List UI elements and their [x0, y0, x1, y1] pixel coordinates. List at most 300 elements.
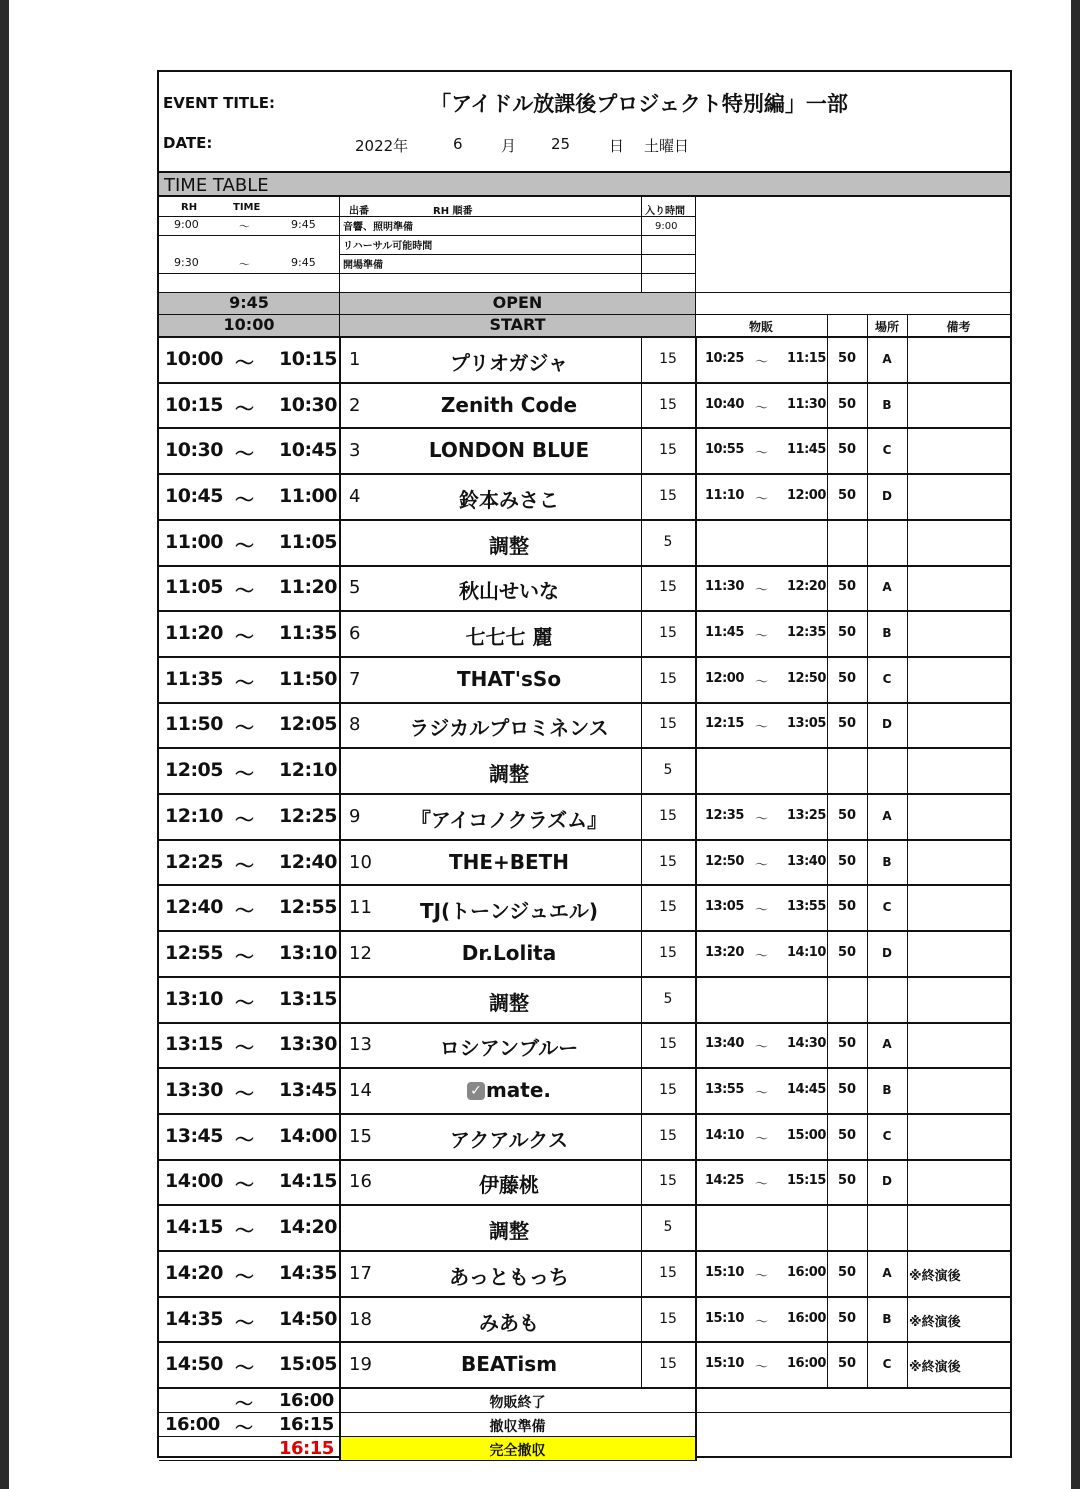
row-act-name-text: 調整: [489, 762, 529, 787]
row-act-name-text: THE+BETH: [448, 849, 570, 874]
row-duration: 15: [659, 350, 677, 367]
row-separator: 〜: [235, 945, 254, 968]
merch-separator: 〜: [755, 354, 768, 370]
row-act-name: [359, 667, 659, 691]
row-start-time: 14:50: [165, 1353, 223, 1376]
row-duration: 15: [659, 396, 677, 413]
row-act-name-text: あっともっち: [449, 1264, 569, 1289]
merch-end-time: 14:30: [787, 1036, 826, 1052]
merch-capacity: 50: [837, 1310, 857, 1326]
row-act-name: [359, 804, 659, 833]
row-start-time: 13:10: [165, 987, 223, 1010]
merch-start-time: 15:10: [705, 1310, 744, 1326]
merch-end-time: 13:25: [787, 807, 826, 823]
row-act-name: [359, 1124, 659, 1153]
row-separator: 〜: [235, 1128, 254, 1151]
date-weekday: 土曜日: [644, 137, 690, 155]
row-duration: 15: [659, 807, 677, 824]
merch-start-time: 13:55: [705, 1082, 744, 1098]
row-order-number: 11: [349, 897, 372, 919]
merch-location: B: [882, 397, 892, 412]
merch-capacity: 50: [837, 579, 857, 595]
row-act-name: [359, 1261, 659, 1290]
row-order-number: 9: [349, 805, 361, 827]
merch-separator: 〜: [755, 948, 768, 964]
prep-desc: リハーサル可能時間: [343, 241, 433, 252]
merch-start-time: 14:10: [705, 1127, 744, 1143]
merch-location: A: [882, 1037, 892, 1052]
merch-location: C: [882, 671, 892, 686]
merch-location: C: [882, 900, 892, 915]
row-separator: 〜: [235, 1357, 254, 1380]
footer-end-time: 16:15: [279, 1414, 334, 1436]
merch-start-time: 12:35: [705, 807, 744, 823]
row-separator: 〜: [235, 626, 254, 649]
merch-start-time: 11:30: [705, 579, 744, 595]
merch-note: ※終演後: [909, 1268, 961, 1284]
row-duration: 15: [659, 1173, 677, 1190]
row-duration: 15: [659, 579, 677, 596]
start-time: 10:00: [223, 315, 275, 334]
row-act-name-text: みあも: [479, 1310, 539, 1335]
row-order-number: 8: [349, 714, 361, 736]
merch-location: C: [882, 1357, 892, 1372]
merch-capacity: 50: [837, 442, 857, 458]
entry-time-value: 9:00: [655, 221, 678, 232]
row-end-time: 14:15: [279, 1170, 337, 1193]
date-day-unit: 日: [609, 137, 625, 155]
row-act-name-text: TJ(トーンジュエル): [419, 899, 599, 924]
merch-start-time: 12:15: [705, 716, 744, 732]
row-start-time: 12:55: [165, 941, 223, 964]
row-act-name-text: ラジカルプロミネンス: [409, 716, 609, 741]
row-act-name-text: 秋山せいな: [459, 579, 559, 604]
row-duration: 15: [659, 1036, 677, 1053]
row-duration: 15: [659, 1082, 677, 1099]
row-order-number: 1: [349, 348, 361, 370]
location-header: 場所: [874, 320, 899, 334]
merch-location: C: [882, 1128, 892, 1143]
row-order-number: 13: [349, 1034, 372, 1056]
merch-start-time: 15:10: [705, 1356, 744, 1372]
date-day-num: 25: [551, 135, 571, 153]
merch-start-time: 13:40: [705, 1036, 744, 1052]
row-end-time: 10:15: [279, 347, 337, 370]
row-act-name: [359, 530, 659, 559]
merch-separator: 〜: [755, 1131, 768, 1147]
row-end-time: 10:45: [279, 439, 337, 462]
timetable-sheet: [157, 70, 1012, 1458]
footer-start-time: 16:00: [165, 1414, 220, 1436]
merch-start-time: 10:25: [705, 350, 744, 366]
merch-end-time: 14:10: [787, 944, 826, 960]
row-start-time: 10:30: [165, 439, 223, 462]
merch-separator: 〜: [755, 720, 768, 736]
merch-capacity: 50: [837, 716, 857, 732]
merch-start-time: 12:50: [705, 853, 744, 869]
row-order-number: 4: [349, 485, 361, 507]
date-month-num: 6: [453, 135, 463, 153]
row-separator: 〜: [235, 900, 254, 923]
footer-end-time: 16:15: [279, 1438, 334, 1460]
merch-separator: 〜: [755, 1268, 768, 1284]
row-order-number: 16: [349, 1171, 372, 1193]
row-end-time: 11:00: [279, 484, 337, 507]
row-separator: 〜: [235, 1311, 254, 1334]
row-end-time: 14:20: [279, 1216, 337, 1239]
row-start-time: 14:00: [165, 1170, 223, 1193]
row-end-time: 14:50: [279, 1307, 337, 1330]
merch-location: D: [882, 1174, 892, 1189]
merch-note: ※終演後: [909, 1314, 961, 1330]
merch-end-time: 15:15: [787, 1173, 826, 1189]
row-act-name: [359, 895, 659, 924]
row-act-name: [359, 484, 659, 513]
row-act-name: [359, 1078, 659, 1102]
merch-location: D: [882, 717, 892, 732]
row-start-time: 10:15: [165, 393, 223, 416]
merch-separator: 〜: [755, 857, 768, 873]
row-act-name: [359, 712, 659, 741]
merch-separator: 〜: [755, 446, 768, 462]
merch-separator: 〜: [755, 811, 768, 827]
merch-capacity: 50: [837, 487, 857, 503]
row-start-time: 11:20: [165, 622, 223, 645]
merch-location: D: [882, 488, 892, 503]
merch-separator: 〜: [755, 1360, 768, 1376]
row-end-time: 11:35: [279, 622, 337, 645]
row-start-time: 12:05: [165, 759, 223, 782]
row-duration: 15: [659, 853, 677, 870]
merch-end-time: 15:00: [787, 1127, 826, 1143]
merch-separator: 〜: [755, 1040, 768, 1056]
merch-location: C: [882, 443, 892, 458]
merch-capacity: 50: [837, 899, 857, 915]
row-start-time: 14:35: [165, 1307, 223, 1330]
merch-capacity: 50: [837, 670, 857, 686]
left-edge: [0, 0, 9, 1489]
merch-end-time: 12:00: [787, 487, 826, 503]
merch-note: ※終演後: [909, 1360, 961, 1376]
row-separator: 〜: [235, 991, 254, 1014]
row-act-name-text: BEATism: [460, 1352, 558, 1377]
merch-end-time: 16:00: [787, 1356, 826, 1372]
row-act-name: [359, 758, 659, 787]
row-end-time: 14:00: [279, 1124, 337, 1147]
row-act-name-text: プリオガジャ: [450, 350, 568, 375]
merch-end-time: 13:55: [787, 899, 826, 915]
row-order-number: 2: [349, 394, 361, 416]
merch-separator: 〜: [755, 491, 768, 507]
merch-start-time: 10:40: [705, 396, 744, 412]
timetable-label: TIME TABLE: [164, 175, 269, 196]
merch-end-time: 13:05: [787, 716, 826, 732]
row-start-time: 13:15: [165, 1033, 223, 1056]
row-start-time: 12:10: [165, 804, 223, 827]
event-title-label: EVENT TITLE:: [163, 94, 275, 112]
row-start-time: 10:00: [165, 347, 223, 370]
merch-capacity: 50: [837, 1264, 857, 1280]
row-duration: 15: [659, 442, 677, 459]
row-act-name: [359, 1352, 659, 1376]
merch-capacity: 50: [837, 1127, 857, 1143]
row-act-name: [359, 438, 659, 462]
row-duration: 15: [659, 670, 677, 687]
row-duration: 5: [663, 1219, 673, 1236]
row-duration: 15: [659, 625, 677, 642]
row-end-time: 13:30: [279, 1033, 337, 1056]
time-header: TIME: [233, 202, 261, 213]
row-end-time: 11:05: [279, 530, 337, 553]
row-separator: 〜: [235, 808, 254, 831]
row-act-name: [359, 1307, 659, 1336]
merch-location: B: [882, 1083, 892, 1098]
rh-header: RH: [181, 202, 198, 213]
footer-label: 物販終了: [489, 1395, 546, 1412]
footer-end-time: 16:00: [279, 1390, 334, 1412]
footer-label: 撤収準備: [489, 1419, 546, 1436]
order-header: 出番: [349, 206, 369, 217]
merch-location: B: [882, 626, 892, 641]
merch-capacity: 50: [837, 1173, 857, 1189]
prep-sep: 〜: [239, 220, 250, 233]
row-order-number: 10: [349, 851, 372, 873]
row-separator: 〜: [235, 351, 254, 374]
merch-location: B: [882, 854, 892, 869]
rh-order-header: RH 順番: [433, 206, 473, 217]
prep-desc: 開場準備: [343, 260, 383, 271]
row-act-name-text: THAT'sSo: [456, 666, 562, 691]
row-start-time: 11:35: [165, 667, 223, 690]
merch-capacity: 50: [837, 807, 857, 823]
row-duration: 15: [659, 487, 677, 504]
row-act-name-text: 調整: [489, 1219, 529, 1244]
row-order-number: 12: [349, 942, 372, 964]
row-separator: 〜: [235, 488, 254, 511]
merch-separator: 〜: [755, 583, 768, 599]
right-edge: [1071, 0, 1080, 1489]
event-title: 「アイドル放課後プロジェクト特別編」一部: [430, 92, 848, 116]
row-order-number: 18: [349, 1308, 372, 1330]
row-separator: 〜: [235, 1220, 254, 1243]
row-act-name-text: 調整: [489, 533, 529, 558]
row-act-name-text: ロシアンブルー: [439, 1036, 579, 1061]
row-start-time: 11:50: [165, 713, 223, 736]
merch-capacity: 50: [837, 1082, 857, 1098]
merch-capacity: 50: [837, 853, 857, 869]
merch-separator: 〜: [755, 400, 768, 416]
date-month-unit: 月: [501, 137, 517, 155]
notes-header: 備考: [946, 320, 971, 334]
row-act-name-text: mate.: [485, 1078, 552, 1103]
row-start-time: 14:20: [165, 1261, 223, 1284]
merch-capacity: 50: [837, 1036, 857, 1052]
row-duration: 5: [663, 762, 673, 779]
row-act-name-text: Zenith Code: [440, 392, 578, 417]
date-label: DATE:: [163, 134, 213, 152]
merch-location: A: [882, 351, 892, 366]
row-end-time: 12:40: [279, 850, 337, 873]
merch-separator: 〜: [755, 1086, 768, 1102]
merch-capacity: 50: [837, 1356, 857, 1372]
row-separator: 〜: [235, 1174, 254, 1197]
row-order-number: 19: [349, 1354, 372, 1376]
footer-label: 完全撤収: [489, 1443, 546, 1460]
merch-start-time: 10:55: [705, 442, 744, 458]
prep-start: 9:30: [174, 256, 199, 269]
row-separator: 〜: [235, 717, 254, 740]
merch-capacity: 50: [837, 625, 857, 641]
merch-location: A: [882, 580, 892, 595]
entry-time-header: 入り時間: [645, 206, 685, 217]
row-start-time: 11:05: [165, 576, 223, 599]
merch-location: B: [882, 1311, 892, 1326]
row-act-name-text: LONDON BLUE: [428, 438, 590, 463]
row-separator: 〜: [235, 534, 254, 557]
merch-start-time: 13:05: [705, 899, 744, 915]
row-end-time: 12:10: [279, 759, 337, 782]
row-duration: 5: [663, 990, 673, 1007]
row-act-name-text: 七七七 麗: [465, 625, 553, 650]
row-order-number: 15: [349, 1125, 372, 1147]
row-order-number: 17: [349, 1262, 372, 1284]
merch-start-time: 14:25: [705, 1173, 744, 1189]
merch-capacity: 50: [837, 396, 857, 412]
merch-separator: 〜: [755, 1314, 768, 1330]
row-end-time: 11:50: [279, 667, 337, 690]
row-order-number: 14: [349, 1080, 372, 1102]
row-act-name-text: Dr.Lolita: [461, 940, 557, 965]
row-separator: 〜: [235, 671, 254, 694]
row-order-number: 7: [349, 668, 361, 690]
row-act-name: [359, 621, 659, 650]
merch-separator: 〜: [755, 629, 768, 645]
row-act-name-text: アクアルクス: [450, 1127, 568, 1152]
row-act-name: [359, 1032, 659, 1061]
row-end-time: 10:30: [279, 393, 337, 416]
merch-start-time: 13:20: [705, 944, 744, 960]
row-end-time: 12:25: [279, 804, 337, 827]
prep-end: 9:45: [291, 218, 316, 231]
row-separator: 〜: [235, 854, 254, 877]
merch-header: 物販: [748, 320, 773, 334]
row-separator: 〜: [235, 1083, 254, 1106]
merch-location: A: [882, 1265, 892, 1280]
row-duration: 15: [659, 899, 677, 916]
row-end-time: 13:45: [279, 1079, 337, 1102]
date-year: 2022年: [355, 137, 409, 155]
timetable-bar: [159, 173, 1010, 195]
row-start-time: 10:45: [165, 484, 223, 507]
merch-end-time: 12:50: [787, 670, 826, 686]
prep-start: 9:00: [174, 218, 199, 231]
row-duration: 15: [659, 1264, 677, 1281]
merch-start-time: 12:00: [705, 670, 744, 686]
prep-desc: 音響、照明準備: [343, 222, 413, 233]
row-act-name: [359, 987, 659, 1016]
row-separator: 〜: [235, 580, 254, 603]
row-separator: 〜: [235, 443, 254, 466]
prep-sep: 〜: [239, 258, 250, 271]
footer-separator: 〜: [235, 1418, 253, 1440]
row-duration: 15: [659, 944, 677, 961]
prep-end: 9:45: [291, 256, 316, 269]
merch-location: D: [882, 945, 892, 960]
footer-separator: 〜: [235, 1394, 253, 1416]
merch-end-time: 16:00: [787, 1264, 826, 1280]
merch-start-time: 11:10: [705, 487, 744, 503]
row-separator: 〜: [235, 763, 254, 786]
row-start-time: 12:25: [165, 850, 223, 873]
merch-end-time: 12:20: [787, 579, 826, 595]
open-label: OPEN: [492, 293, 543, 312]
row-duration: 15: [659, 716, 677, 733]
merch-capacity: 50: [837, 350, 857, 366]
merch-location: A: [882, 808, 892, 823]
row-start-time: 11:00: [165, 530, 223, 553]
open-time: 9:45: [229, 293, 269, 312]
row-start-time: 12:40: [165, 896, 223, 919]
row-act-name: [359, 1215, 659, 1244]
merch-end-time: 12:35: [787, 625, 826, 641]
row-end-time: 11:20: [279, 576, 337, 599]
merch-separator: 〜: [755, 1177, 768, 1193]
row-act-name-text: 『アイコノクラズム』: [410, 807, 608, 832]
merch-separator: 〜: [755, 674, 768, 690]
row-act-name-text: 鈴本みさこ: [459, 487, 559, 512]
merch-end-time: 14:45: [787, 1082, 826, 1098]
merch-end-time: 16:00: [787, 1310, 826, 1326]
row-duration: 15: [659, 1310, 677, 1327]
row-separator: 〜: [235, 1265, 254, 1288]
row-act-name: [359, 941, 659, 965]
row-duration: 15: [659, 1127, 677, 1144]
row-end-time: 14:35: [279, 1261, 337, 1284]
row-end-time: 15:05: [279, 1353, 337, 1376]
row-act-name: [359, 393, 659, 417]
row-start-time: 13:30: [165, 1079, 223, 1102]
row-order-number: 3: [349, 440, 361, 462]
row-end-time: 12:55: [279, 896, 337, 919]
row-act-name-text: 伊藤桃: [479, 1173, 539, 1198]
merch-start-time: 11:45: [705, 625, 744, 641]
row-act-name: [359, 575, 659, 604]
merch-separator: 〜: [755, 903, 768, 919]
row-order-number: 5: [349, 577, 361, 599]
row-duration: 15: [659, 1356, 677, 1373]
merch-start-time: 15:10: [705, 1264, 744, 1280]
row-duration: 5: [663, 533, 673, 550]
merch-end-time: 11:15: [787, 350, 826, 366]
row-end-time: 13:10: [279, 941, 337, 964]
row-start-time: 14:15: [165, 1216, 223, 1239]
merch-end-time: 11:45: [787, 442, 826, 458]
merch-end-time: 13:40: [787, 853, 826, 869]
row-separator: 〜: [235, 1037, 254, 1060]
merch-capacity: 50: [837, 944, 857, 960]
row-act-name: [359, 850, 659, 874]
merch-end-time: 11:30: [787, 396, 826, 412]
row-start-time: 13:45: [165, 1124, 223, 1147]
row-end-time: 12:05: [279, 713, 337, 736]
row-act-name: [359, 1169, 659, 1198]
row-order-number: 6: [349, 623, 361, 645]
row-act-name-text: 調整: [489, 990, 529, 1015]
row-act-name: [359, 347, 659, 376]
row-separator: 〜: [235, 397, 254, 420]
checkbox-icon: ✓: [467, 1082, 485, 1100]
start-label: START: [489, 315, 546, 334]
